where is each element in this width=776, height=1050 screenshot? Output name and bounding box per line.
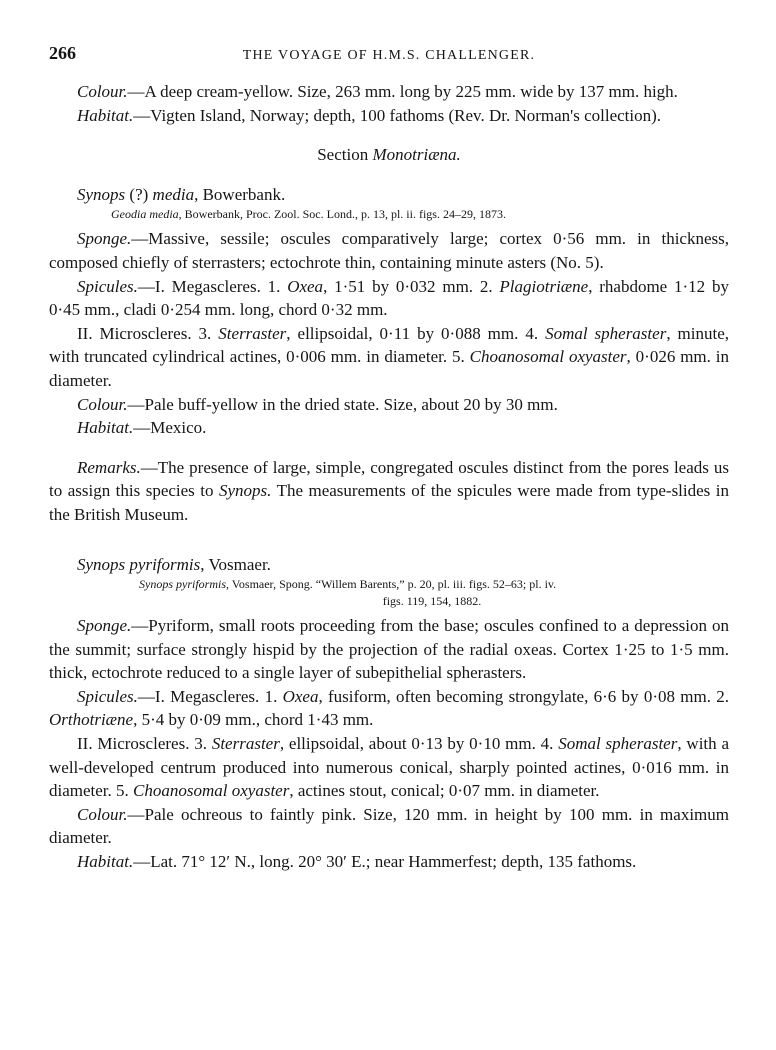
habitat-paragraph-2: Habitat.—Mexico. xyxy=(77,418,207,438)
microscleres-paragraph-1: II. Microscleres. 3. Sterraster, ellipsoidal, 0·11 by 0·088 mm. 4. Somal spheraster, minute, with truncated cylindrical actines, 0·006 mm. in diameter. 5. Choanosomal oxyaster, 0·026 mm. in diameter. xyxy=(49,323,729,390)
habitat-label: Habitat. xyxy=(77,105,134,125)
colour-paragraph-1 xyxy=(49,80,729,104)
sponge-paragraph-2: Sponge.—Pyriform, small roots proceeding from the base; oscules confined to a depression on the summit; surface strongly hispid by the projection of the radial oxeas. Cortex 1·25 to 1·5 mm. thick, ectochrote reduced to a single layer of subepithelial spherasters. xyxy=(49,616,729,683)
species-title-synops-pyriformis: Synops pyriformis, Vosmaer. xyxy=(77,554,271,574)
page-number: 266 xyxy=(49,43,76,63)
sponge-paragraph-1: Sponge.—Massive, sessile; oscules comparatively large; cortex 0·56 mm. in thickness, composed chiefly of sterrasters; ectochrote thin, containing minute asters (No. 5). xyxy=(49,229,729,272)
remarks-paragraph: Remarks.—The presence of large, simple, congregated oscules distinct from the pores leads us to assign this species to Synops. The measurements of the spicules were made from type-slides in the British Museum. xyxy=(49,457,729,524)
section-heading: Section Monotriæna. xyxy=(317,145,461,165)
colour-paragraph-3: Colour.—Pale ochreous to faintly pink. Size, 120 mm. in height by 100 mm. in maximum diameter. xyxy=(49,804,729,848)
habitat-paragraph-1 xyxy=(49,104,729,128)
microscleres-paragraph-2: II. Microscleres. 3. Sterraster, ellipsoidal, about 0·13 by 0·10 mm. 4. Somal spheraster, with a well-developed centrum produced into numerous conical, sharply pointed actines, 0·016 mm. in diameter. 5. Choanosomal oxyaster, actines stout, conical; 0·07 mm. in diameter. xyxy=(49,734,729,801)
spicules-paragraph-1: Spicules.—I. Megascleres. 1. Oxea, 1·51 by 0·032 mm. 2. Plagiotriæne, rhabdome 1·12 by 0·45 mm., cladi 0·254 mm. long, chord 0·32 mm. xyxy=(49,276,729,320)
colour-label: Colour. xyxy=(77,82,128,101)
section-name: Monotriæna. xyxy=(372,145,461,165)
spicules-paragraph-2: Spicules.—I. Megascleres. 1. Oxea, fusiform, often becoming strongylate, 6·6 by 0·08 mm. 2. Orthotriæne, 5·4 by 0·09 mm., chord 1·43 mm. xyxy=(49,686,729,730)
document-page xyxy=(49,42,729,874)
running-head: THE VOYAGE OF H.M.S. CHALLENGER. xyxy=(242,48,536,63)
reference-synops-media: Geodia media, Bowerbank, Proc. Zool. Soc. Lond., p. 13, pl. ii. figs. 24–29, 1873. xyxy=(111,207,506,222)
colour-text: —A deep cream-yellow. Size, 263 mm. long by 225 mm. wide by 137 mm. high. xyxy=(127,82,678,101)
reference-synops-pyriformis: Synops pyriformis, Vosmaer, Spong. “Willem Barents,” p. 20, pl. iii. figs. 52–63; pl. iv. figs. 119, 154, 1882. xyxy=(139,577,557,609)
habitat-text: —Vigten Island, Norway; depth, 100 fathoms (Rev. Dr. Norman's collection). xyxy=(133,105,662,125)
habitat-paragraph-3: Habitat.—Lat. 71° 12′ N., long. 20° 30′ E.; near Hammerfest; depth, 135 fathoms. xyxy=(77,852,637,872)
page-header xyxy=(49,42,729,70)
species-title-synops-media: Synops (?) media, Bowerbank. xyxy=(77,184,286,204)
colour-paragraph-2: Colour.—Pale buff-yellow in the dried state. Size, about 20 by 30 mm. xyxy=(77,394,558,414)
